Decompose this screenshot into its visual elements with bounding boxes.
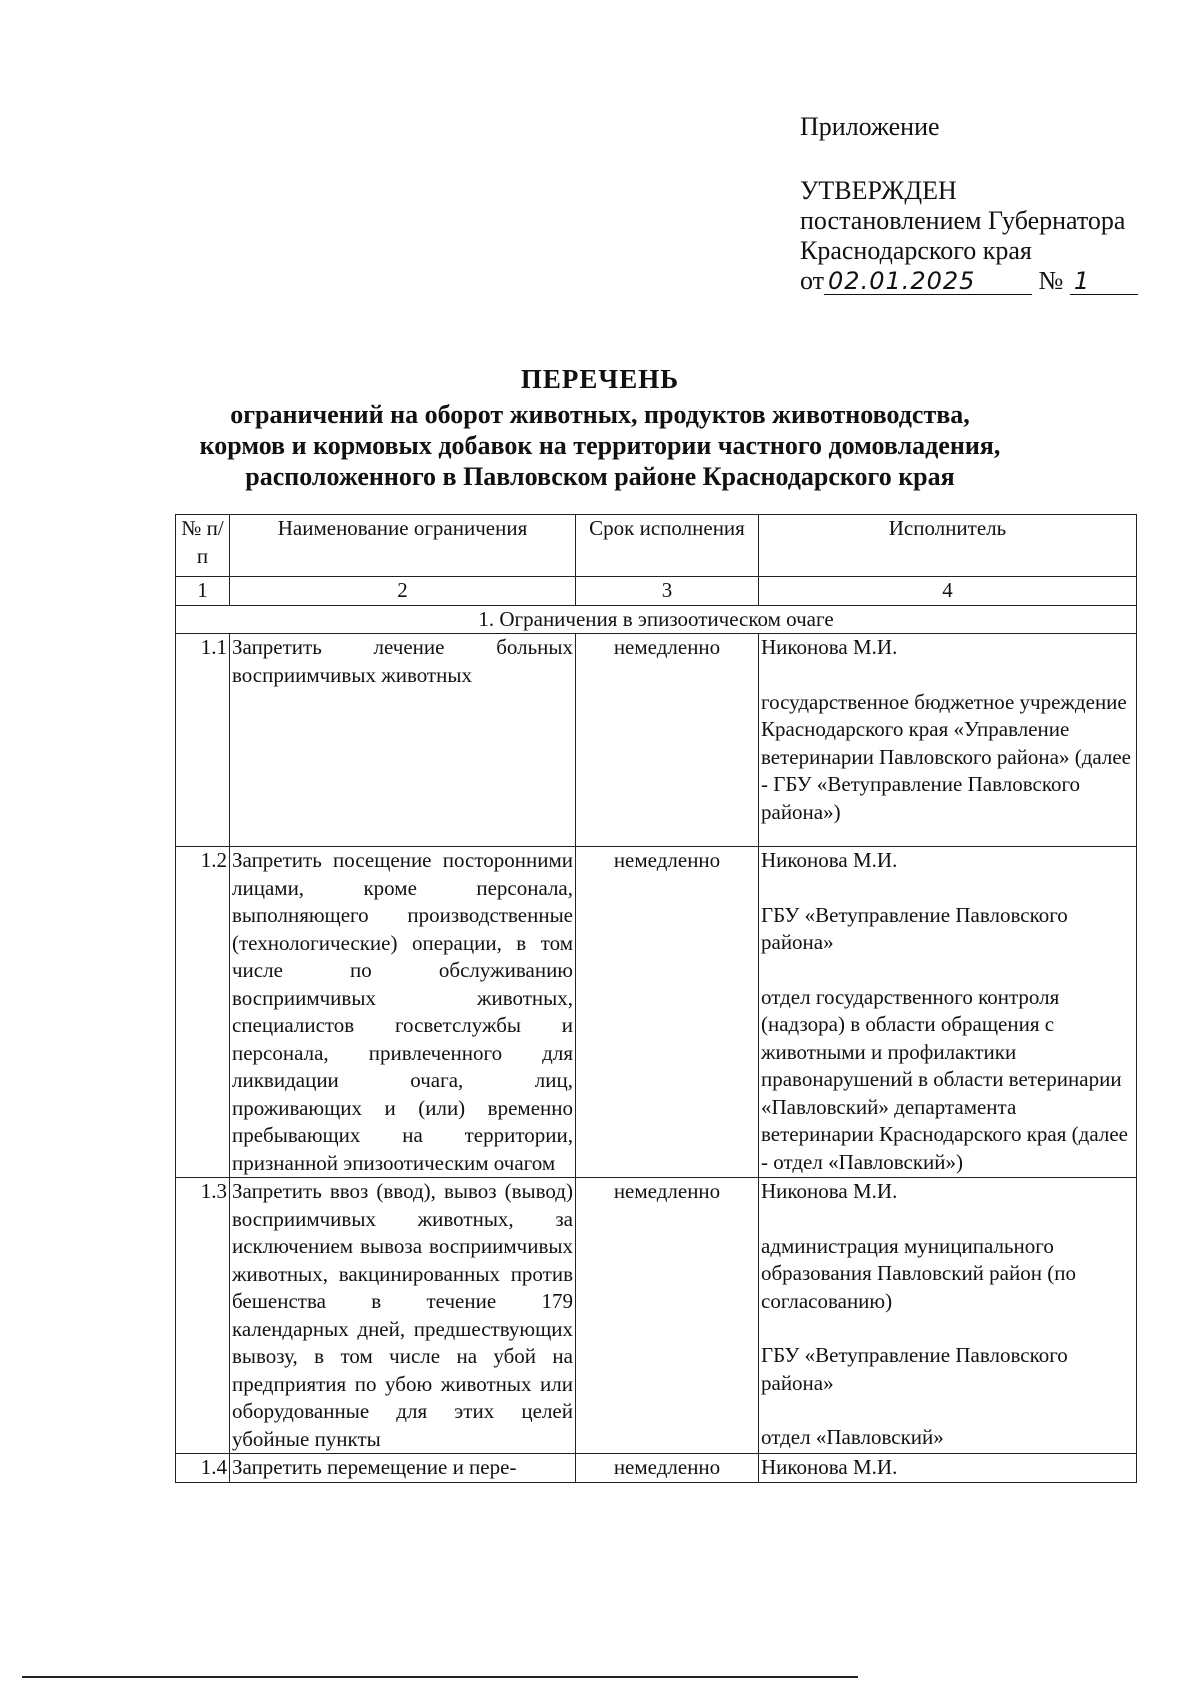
executor-item: Никонова М.И.	[761, 848, 898, 872]
date-number-line	[800, 266, 1180, 296]
document-title	[150, 364, 1050, 492]
restrictions-table	[175, 514, 1137, 1483]
row-number: 1.2	[176, 847, 230, 1178]
title-line3: расположенного в Павловском районе Краснодарского края	[245, 462, 955, 491]
title-line1: ограничений на оборот животных, продуктов животноводства,	[230, 400, 970, 429]
table-header-row	[176, 515, 1137, 577]
row-number: 1.1	[176, 634, 230, 847]
table-row	[176, 847, 1137, 1178]
header-executor: Исполнитель	[759, 515, 1137, 577]
executor-item: администрация муниципального образования Павловский район (по согласованию)	[761, 1233, 1076, 1313]
row-restriction: Запретить лечение больных восприимчивых животных	[230, 634, 576, 847]
approved-by-line1: постановлением Губернатора	[800, 206, 1126, 235]
approval-block	[800, 112, 1180, 296]
approved-label: УТВЕРЖДЕН	[800, 176, 957, 205]
table-row	[176, 1454, 1137, 1483]
header-num: № п/п	[176, 515, 230, 577]
executor-item: отдел «Павловский»	[761, 1425, 944, 1449]
appendix-label: Приложение	[800, 112, 940, 141]
col-number: 2	[230, 577, 576, 606]
row-number: 1.4	[176, 1454, 230, 1483]
executor-item: отдел государственного контроля (надзора) в области обращения с животными и профилактики правонарушений в области ветеринарии «Павловский» департамента ветеринарии Краснодарского края (далее - отдел «Павловский»)	[761, 984, 1128, 1174]
executor-item: Никонова М.И.	[761, 635, 898, 659]
row-restriction: Запретить посещение посторонними лицами, кроме персонала, выполняющего производственные (технологические) операции, в том числе по обслуживанию восприимчивых животных, специалистов госветслужбы и персонала, привлеченного для ликвидации очага, лиц, проживающих и (или) временно пребывающих на территории, признанной эпизоотическим очагом	[230, 847, 576, 1178]
section-row	[176, 605, 1137, 634]
section-title: 1. Ограничения в эпизоотическом очаге	[176, 605, 1137, 634]
handwritten-number: 1	[1070, 268, 1138, 295]
executor-item: ГБУ «Ветуправление Павловского района»	[761, 1343, 1068, 1395]
title-line2: кормов и кормовых добавок на территории частного домовладения,	[199, 431, 1001, 460]
row-term: немедленно	[576, 847, 759, 1178]
row-executors	[759, 1178, 1137, 1454]
header-term: Срок исполнения	[576, 515, 759, 577]
row-term: немедленно	[576, 1178, 759, 1454]
row-number: 1.3	[176, 1178, 230, 1454]
row-restriction: Запретить перемещение и пере-	[230, 1454, 576, 1483]
column-number-row	[176, 577, 1137, 606]
row-term: немедленно	[576, 1454, 759, 1483]
footer-divider	[22, 1676, 858, 1678]
row-executors	[759, 634, 1137, 847]
col-number: 1	[176, 577, 230, 606]
title-main: ПЕРЕЧЕНЬ	[520, 364, 680, 394]
row-executors	[759, 847, 1137, 1178]
executor-item: ГБУ «Ветуправление Павловского района»	[761, 902, 1068, 954]
number-prefix: №	[1038, 266, 1064, 295]
row-restriction: Запретить ввоз (ввод), вывоз (вывод) восприимчивых животных, за исключением вывоза восприимчивых животных, вакцинированных против бешенства в течение 179 календарных дней, предшествующих вывозу, в том числе на убой на предприятия по убою животных или оборудованные для этих целей убойные пункты	[230, 1178, 576, 1454]
table-row	[176, 634, 1137, 847]
handwritten-date: 02.01.2025	[824, 268, 1032, 295]
executor-item: Никонова М.И.	[761, 1455, 898, 1479]
date-prefix: от	[800, 266, 825, 295]
row-executors	[759, 1454, 1137, 1483]
approved-by-line2: Краснодарского края	[800, 236, 1032, 265]
executor-item: государственное бюджетное учреждение Краснодарского края «Управление ветеринарии Павловского района» (далее - ГБУ «Ветуправление Павловского района»)	[761, 689, 1132, 824]
row-term: немедленно	[576, 634, 759, 847]
table-row	[176, 1178, 1137, 1454]
header-name: Наименование ограничения	[230, 515, 576, 577]
col-number: 3	[576, 577, 759, 606]
col-number: 4	[759, 577, 1137, 606]
executor-item: Никонова М.И.	[761, 1179, 898, 1203]
